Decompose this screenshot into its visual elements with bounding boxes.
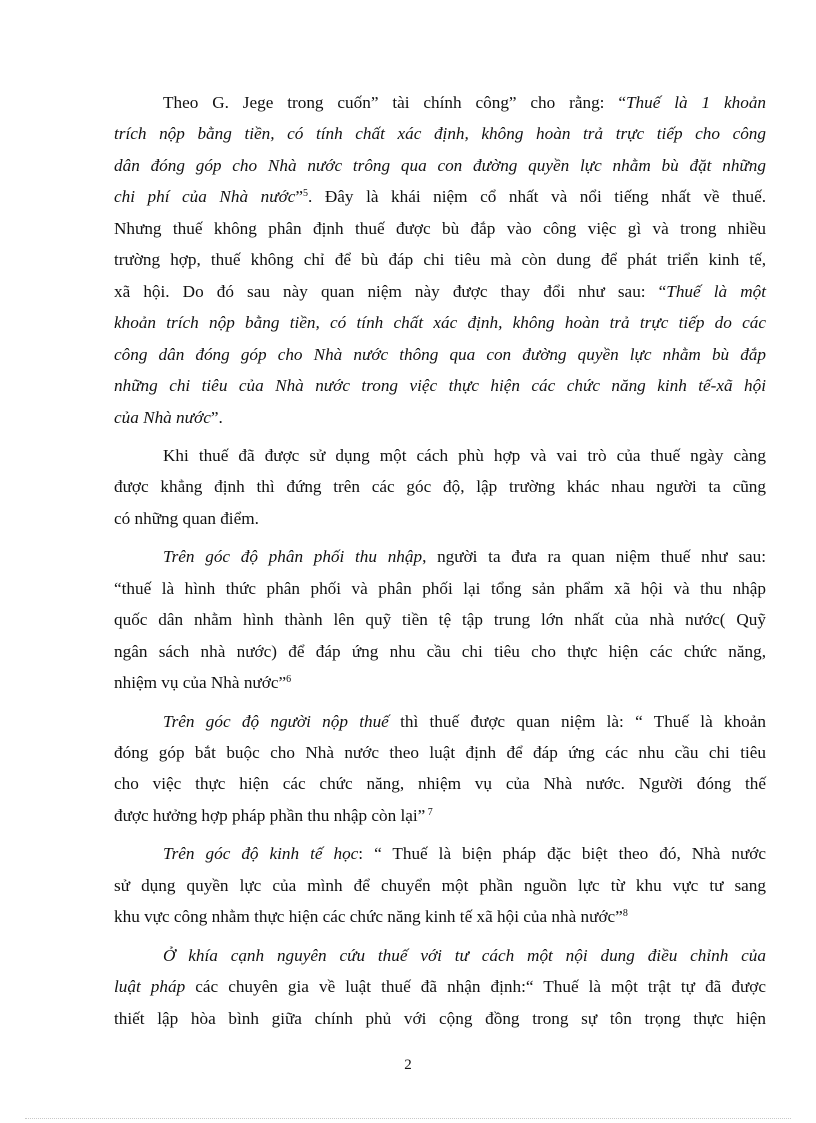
text-run: của Nhà nước — [114, 407, 211, 427]
text-run: Trên góc độ phân phối thu nhập — [163, 547, 423, 567]
text-run: đóng góp bắt buộc cho Nhà nước theo luật định để đáp ứng các nhu cầu chi tiêu — [114, 743, 766, 762]
text-line — [114, 805, 766, 827]
text-run: Ở khía cạnh nguyên cứu thuế với tư cách một nội dung điều chỉnh của — [163, 945, 766, 965]
text-run: Trên góc độ kinh tế học — [163, 844, 359, 864]
text-run: Khi thuế đã được sử dụng một cách phù hợp và vai trò của thuế ngày càng — [163, 445, 766, 465]
text-run: Thuế là 1 khoản — [625, 93, 767, 112]
text-run: dân đóng góp cho Nhà nước trông qua con đường quyền lực nhằm bù đặt những — [114, 155, 766, 175]
text-run: ” — [295, 187, 304, 207]
text-run: các chuyên gia về luật thuế đã nhận định:“ Thuế là một trật tự đã được — [185, 977, 766, 997]
text-line — [163, 92, 766, 114]
text-line — [114, 906, 766, 928]
text-line — [114, 218, 766, 240]
footnote-ref: 7 — [425, 806, 433, 818]
text-line — [114, 476, 766, 498]
text-line — [114, 281, 766, 303]
text-run: có những quan điểm. — [114, 508, 259, 528]
text-line — [114, 186, 766, 208]
text-line — [114, 407, 766, 429]
text-line — [114, 344, 766, 366]
text-run: sử dụng quyền lực của mình để chuyển một phần nguồn lực từ khu vực tư sang — [114, 875, 766, 895]
text-run: Nhưng thuế không phân định thuế được bù đắp vào công việc gì và trong nhiều — [114, 218, 766, 238]
text-line — [114, 742, 766, 764]
text-run: trường hợp, thuế không chỉ để bù đáp chi tiêu mà còn dung để phát triển kinh tế, — [114, 250, 766, 270]
text-run: . Đây là khái niệm cổ nhất và nổi tiếng nhất về thuế. — [308, 187, 766, 207]
text-run: khu vực công nhằm thực hiện các chức năng kinh tế xã hội của nhà nước” — [114, 907, 623, 927]
text-run: Trên góc độ người nộp thuế — [163, 711, 389, 731]
page-number: 2 — [404, 1057, 412, 1073]
text-run: luật pháp — [114, 977, 186, 997]
text-line — [114, 609, 766, 631]
footnote-ref: 5 — [303, 188, 309, 200]
text-line — [114, 249, 766, 271]
text-run: chi phí của Nhà nước — [114, 187, 296, 207]
text-line — [114, 875, 766, 897]
text-run: được hưởng hợp pháp phần thu nhập còn lại” — [114, 805, 426, 825]
text-line — [163, 546, 766, 568]
text-run: được khẳng định thì đứng trên các góc độ, lập trường khác nhau người ta cũng — [114, 477, 766, 497]
text-run: thì thuế được quan niệm là: “ Thuế là khoản — [388, 711, 766, 731]
text-run: ”. — [210, 407, 223, 427]
text-run: Theo G. Jege trong cuốn” tài chính công” cho rằng: “ — [163, 93, 626, 112]
text-run: ngân sách nhà nước) để đáp ứng nhu cầu chi tiêu cho thực hiện các chức năng, — [114, 641, 766, 661]
text-run: nhiệm vụ của Nhà nước” — [114, 673, 287, 693]
text-line — [114, 578, 766, 600]
footnote-ref: 6 — [286, 674, 292, 686]
text-line — [114, 375, 766, 397]
footnote-ref: 8 — [622, 908, 628, 920]
text-run: cho việc thực hiện các chức năng, nhiệm vụ của Nhà nước. Người đóng thế — [114, 774, 766, 794]
text-line — [114, 312, 766, 334]
text-run: những chi tiêu của Nhà nước trong việc thực hiện các chức năng kinh tế-xã hội — [114, 376, 766, 396]
text-line — [114, 1008, 766, 1030]
text-run: Thuế là một — [666, 281, 766, 301]
text-run: quốc dân nhằm hình thành lên quỹ tiền tệ tập trung lớn nhất của nhà nước( Quỹ — [114, 610, 766, 630]
text-run: : “ Thuế là biện pháp đặc biệt theo đó, Nhà nước — [358, 844, 766, 864]
text-run: , người ta đưa ra quan niệm thuế như sau: — [422, 547, 767, 567]
text-line — [114, 155, 766, 177]
text-run: trích nộp bằng tiền, có tính chất xác định, không hoàn trả trực tiếp cho công — [114, 124, 766, 144]
text-run: xã hội. Do đó sau này quan niệm này được thay đổi như sau: “ — [114, 281, 667, 301]
text-line — [163, 843, 766, 865]
text-line — [163, 945, 766, 967]
text-line — [114, 123, 766, 145]
text-line — [114, 976, 766, 998]
text-line — [114, 641, 766, 663]
text-line — [163, 711, 766, 733]
footer-divider — [25, 1118, 791, 1119]
text-line — [114, 773, 766, 795]
text-run: “thuế là hình thức phân phối và phân phối lại tổng sản phẩm xã hội và thu nhập — [114, 578, 766, 598]
text-line — [163, 445, 766, 467]
text-run: thiết lập hòa bình giữa chính phủ với cộng đồng trong sự tôn trọng thực hiện — [114, 1008, 766, 1028]
text-run: khoản trích nộp bằng tiền, có tính chất xác định, không hoàn trả trực tiếp do các — [114, 313, 766, 333]
text-line — [114, 508, 766, 530]
text-line — [114, 672, 766, 694]
text-run: công dân đóng góp cho Nhà nước thông qua con đường quyền lực nhằm bù đắp — [114, 344, 766, 364]
